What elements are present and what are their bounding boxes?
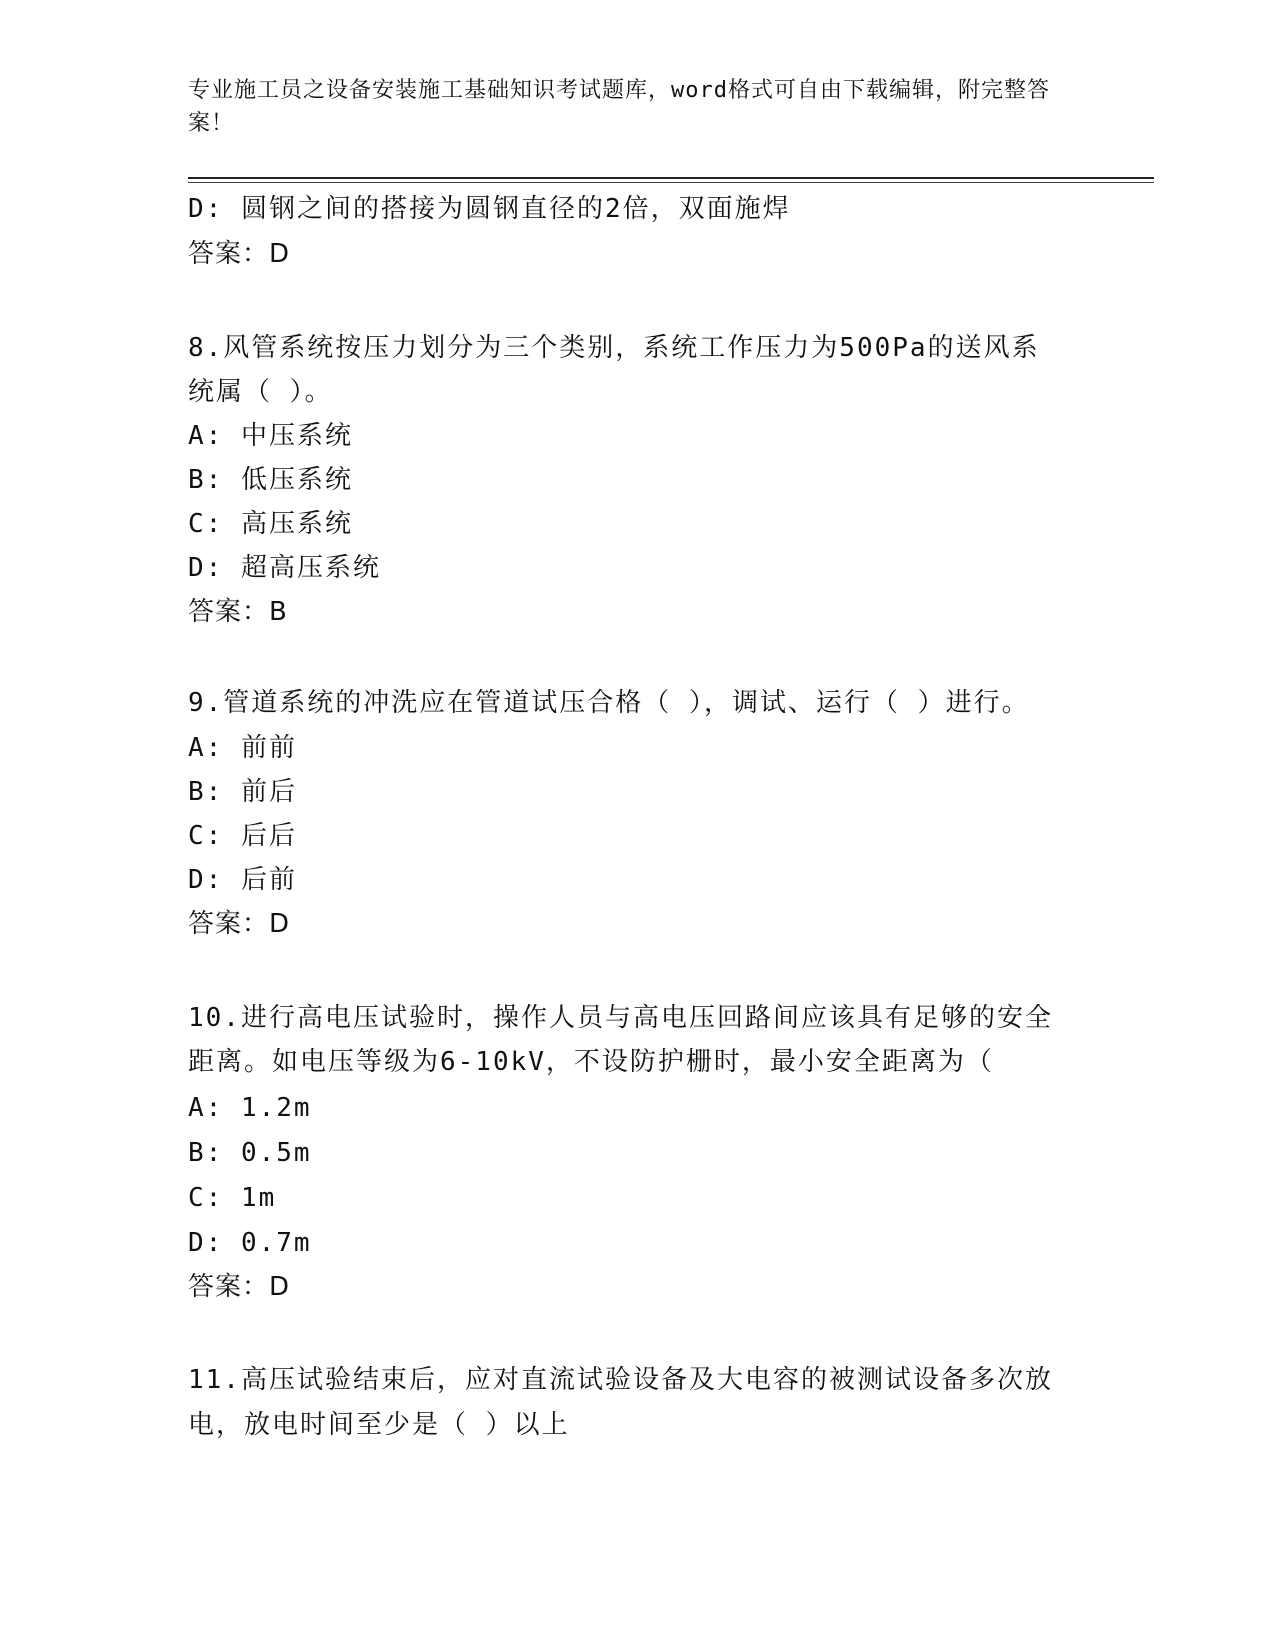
q8-option-a: A: 中压系统: [188, 421, 353, 451]
q10-option-a: A: 1.2m: [188, 1093, 312, 1123]
q8-option-d: D: 超高压系统: [188, 553, 381, 583]
q9-stem-line1: 9.管道系统的冲洗应在管道试压合格（ ），调试、运行（ ）进行。: [188, 688, 1030, 718]
q9-answer: 答案：D: [188, 909, 291, 939]
q10-answer: 答案：D: [188, 1272, 291, 1302]
q9-option-b: B: 前后: [188, 777, 297, 807]
q8-stem-line2: 统属（ ）。: [188, 377, 333, 407]
q8-option-c: C: 高压系统: [188, 509, 353, 539]
q10-stem-line1: 10.进行高电压试验时，操作人员与高电压回路间应该具有足够的安全: [188, 1003, 1053, 1033]
q9-option-d: D: 后前: [188, 865, 297, 895]
q7-answer: 答案：D: [188, 239, 291, 269]
document-header: 专业施工员之设备安装施工基础知识考试题库，word格式可自由下载编辑，附完整答案！: [188, 78, 1050, 136]
q9-option-a: A: 前前: [188, 733, 297, 763]
q11-stem-line1: 11.高压试验结束后，应对直流试验设备及大电容的被测试设备多次放: [188, 1365, 1053, 1395]
q10-option-d: D: 0.7m: [188, 1228, 312, 1258]
q8-answer: 答案：B: [188, 597, 288, 627]
q11-stem-line2: 电，放电时间至少是（ ）以上: [188, 1410, 570, 1440]
q10-option-c: C: 1m: [188, 1183, 277, 1213]
q10-option-b: B: 0.5m: [188, 1138, 312, 1168]
q7-option-d: D: 圆钢之间的搭接为圆钢直径的2倍，双面施焊: [188, 194, 791, 224]
q8-stem-line1: 8.风管系统按压力划分为三个类别，系统工作压力为500Pa的送风系: [188, 333, 1040, 363]
header-rule-thick: [188, 177, 1154, 179]
q10-stem-line2: 距离。如电压等级为6-10kV，不设防护栅时，最小安全距离为（: [188, 1047, 994, 1077]
header-rule-thin: [188, 182, 1154, 183]
q8-option-b: B: 低压系统: [188, 465, 353, 495]
q9-option-c: C: 后后: [188, 821, 297, 851]
